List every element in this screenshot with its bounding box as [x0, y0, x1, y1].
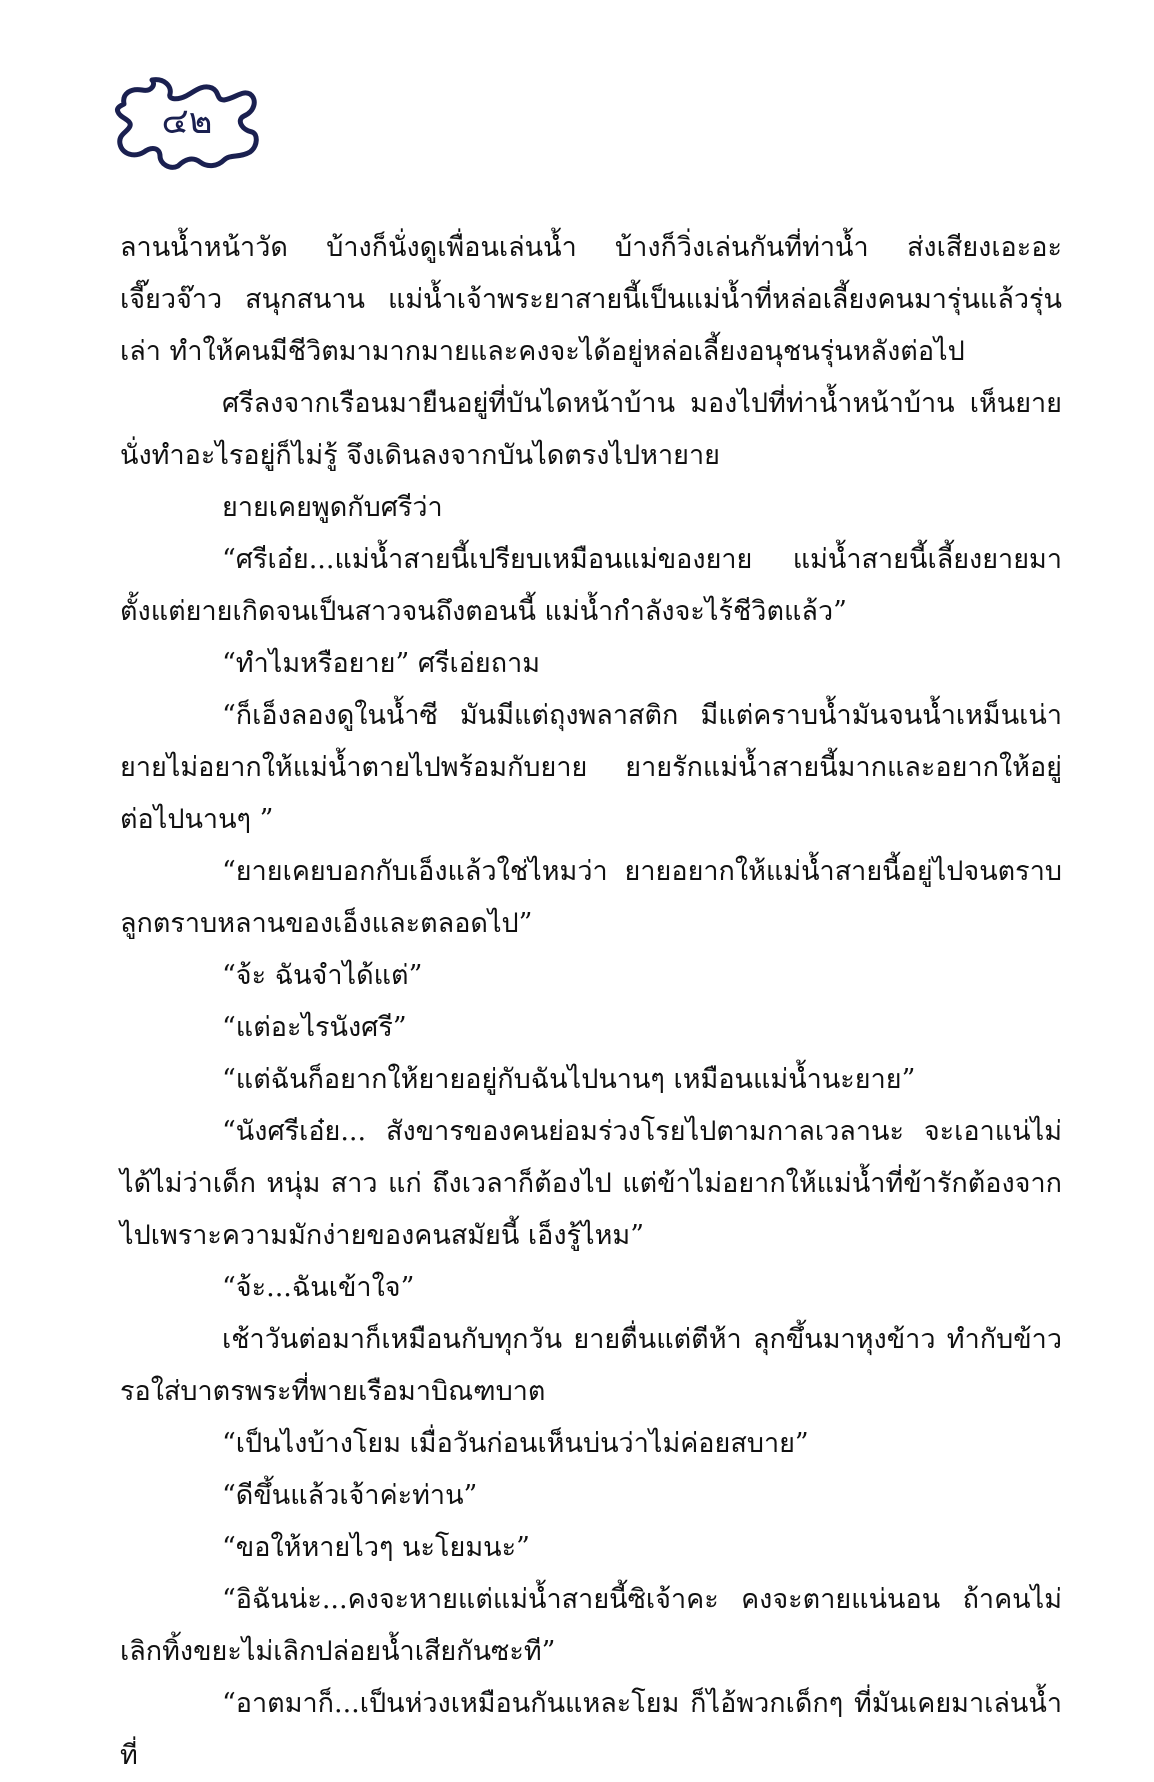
paragraph: “จ้ะ...ฉันเข้าใจ” — [222, 1272, 415, 1303]
paragraph: “เป็นไงบ้างโยม เมื่อวันก่อนเห็นบ่นว่าไม่ค่อยสบาย” — [222, 1428, 809, 1459]
paragraph: “แต่อะไรนังศรี” — [222, 1012, 407, 1043]
paragraph: “ศรีเอ๋ย...แม่น้ำสายนี้เปรียบเหมือนแม่ของยาย แม่น้ำสายนี้เลี้ยงยายมาตั้งแต่ยายเกิดจนเป็นสาวจนถึงตอนนี้ แม่น้ำกำลังจะไร้ชีวิตแล้ว” — [120, 544, 1062, 627]
paragraph: “แต่ฉันก็อยากให้ยายอยู่กับฉันไปนานๆ เหมือนแม่น้ำนะยาย” — [222, 1064, 916, 1095]
paragraph: “ขอให้หายไวๆ นะโยมนะ” — [222, 1532, 530, 1563]
paragraph: “ดีขึ้นแล้วเจ้าค่ะท่าน” — [222, 1480, 478, 1511]
page-number: ๔๒ — [161, 101, 213, 142]
paragraph: ศรีลงจากเรือนมายืนอยู่ที่บันไดหน้าบ้าน มองไปที่ท่าน้ำหน้าบ้าน เห็นยายนั่งทำอะไรอยู่ก็ไม่รู้ จึงเดินลงจากบันไดตรงไปหายาย — [120, 388, 1062, 471]
paragraph: “อาตมาก็...เป็นห่วงเหมือนกันแหละโยม ก็ไอ้พวกเด็กๆ ที่มันเคยมาเล่นน้ำที่ — [120, 1688, 1062, 1771]
paragraph: “ทำไมหรือยาย” ศรีเอ่ยถาม — [222, 648, 541, 679]
paragraph: “จ้ะ ฉันจำได้แต่” — [222, 960, 423, 991]
paragraph: “อิฉันน่ะ...คงจะหายแต่แม่น้ำสายนี้ซิเจ้าคะ คงจะตายแน่นอน ถ้าคนไม่เลิกทิ้งขยะไม่เลิกปล่อยน้ำเสียกันซะที” — [120, 1584, 1062, 1667]
paragraph: “ก็เอ็งลองดูในน้ำซี มันมีแต่ถุงพลาสติก มีแต่คราบน้ำมันจนน้ำเหม็นเน่า ยายไม่อยากให้แม่น้ำตายไปพร้อมกับยาย ยายรักแม่น้ำสายนี้มากและอยากให้อยู่ต่อไปนานๆ ” — [120, 700, 1062, 835]
page-number-badge — [112, 76, 262, 172]
paragraph: ลานน้ำหน้าวัด บ้างก็นั่งดูเพื่อนเล่นน้ำ บ้างก็วิ่งเล่นกันที่ท่าน้ำ ส่งเสียงเอะอะ เจี๊ยวจ๊าว สนุกสนาน แม่น้ำเจ้าพระยาสายนี้เป็นแม่น้ำที่หล่อเลี้ยงคนมารุ่นแล้วรุ่นเล่า ทำให้คนมีชีวิตมามากมายและคงจะได้อยู่หล่อเลี้ยงอนุชนรุ่นหลังต่อไป — [120, 232, 1062, 367]
body-text — [120, 222, 1062, 1782]
paragraph: ยายเคยพูดกับศรีว่า — [222, 492, 443, 523]
paragraph: “ยายเคยบอกกับเอ็งแล้วใช่ไหมว่า ยายอยากให้แม่น้ำสายนี้อยู่ไปจนตราบลูกตราบหลานของเอ็งและตลอดไป” — [120, 856, 1062, 939]
paragraph: เช้าวันต่อมาก็เหมือนกับทุกวัน ยายตื่นแต่ตีห้า ลุกขึ้นมาหุงข้าว ทำกับข้าวรอใส่บาตรพระที่พายเรือมาบิณฑบาต — [120, 1324, 1062, 1407]
paragraph: “นังศรีเอ๋ย... สังขารของคนย่อมร่วงโรยไปตามกาลเวลานะ จะเอาแน่ไม่ได้ไม่ว่าเด็ก หนุ่ม สาว แก่ ถึงเวลาก็ต้องไป แต่ข้าไม่อยากให้แม่น้ำที่ข้ารักต้องจากไปเพราะความมักง่ายของคนสมัยนี้ เอ็งรู้ไหม” — [120, 1116, 1062, 1251]
